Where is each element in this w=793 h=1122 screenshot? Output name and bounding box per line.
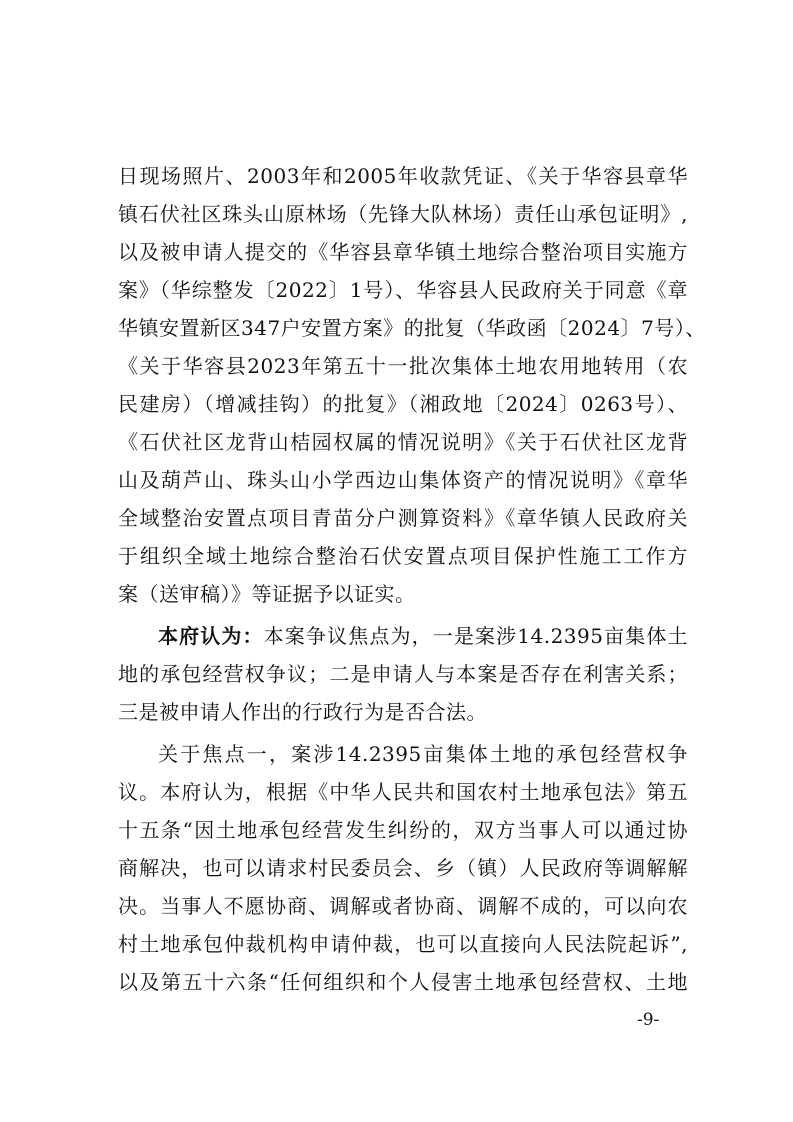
text-line: 村土地承包仲裁机构申请仲裁，也可以直接向人民法院起诉”, bbox=[118, 932, 688, 956]
text-line: 地的承包经营权争议；二是申请人与本案是否存在利害关系； bbox=[118, 662, 688, 686]
text-line: 决。当事人不愿协商、调解或者协商、调解不成的，可以向农 bbox=[118, 894, 688, 918]
paragraph-evidence bbox=[118, 157, 706, 613]
text-line: 商解决，也可以请求村民委员会、乡（镇）人民政府等调解解 bbox=[118, 856, 688, 880]
paragraph-focus-summary bbox=[118, 617, 688, 731]
text-line: 民建房）（增减挂钩）的批复》（湘政地〔2024〕0263号）、 bbox=[118, 392, 688, 416]
text-line: 山及葫芦山、珠头山小学西边山集体资产的情况说明》《章华 bbox=[118, 468, 688, 492]
paragraph-focus-one bbox=[118, 735, 688, 1001]
lead-continuation: 本案争议焦点为，一是案涉14.2395亩集体土 bbox=[263, 624, 688, 648]
text-line: 案》（华综整发〔2022〕1号）、华容县人民政府关于同意《章 bbox=[118, 278, 688, 302]
text-line: 三是被申请人作出的行政行为是否合法。 bbox=[118, 700, 487, 724]
text-line: 《石伏社区龙背山桔园权属的情况说明》《关于石伏社区龙背 bbox=[118, 430, 688, 454]
text-line: 议。本府认为，根据《中华人民共和国农村土地承包法》第五 bbox=[118, 780, 688, 804]
text-line: 于组织全域土地综合整治石伏安置点项目保护性施工工作方 bbox=[118, 544, 688, 568]
text-line: 日现场照片、2003年和2005年收款凭证、《关于华容县章华 bbox=[118, 164, 688, 188]
text-line: 全域整治安置点项目青苗分户测算资料》《章华镇人民政府关 bbox=[118, 506, 688, 530]
text-line: 十五条“因土地承包经营发生纠纷的，双方当事人可以通过协 bbox=[118, 818, 688, 842]
text-line bbox=[118, 617, 688, 655]
text-line: 以及第五十六条“任何组织和个人侵害土地承包经营权、土地 bbox=[118, 970, 688, 994]
text-line: 案（送审稿）》等证据予以证实。 bbox=[118, 582, 416, 606]
text-line: 华镇安置新区347户安置方案》的批复（华政函〔2024〕7号）、 bbox=[118, 316, 706, 340]
bold-lead: 本府认为： bbox=[158, 624, 264, 648]
text-line: 以及被申请人提交的《华容县章华镇土地综合整治项目实施方 bbox=[118, 240, 688, 264]
text-line: 《关于华容县2023年第五十一批次集体土地农用地转用（农 bbox=[118, 354, 688, 378]
document-body bbox=[118, 157, 706, 1001]
text-line: 关于焦点一，案涉14.2395亩集体土地的承包经营权争 bbox=[158, 742, 688, 766]
text-line: 镇石伏社区珠头山原林场（先锋大队林场）责任山承包证明》, bbox=[118, 202, 688, 226]
page-number: -9- bbox=[637, 1010, 660, 1030]
